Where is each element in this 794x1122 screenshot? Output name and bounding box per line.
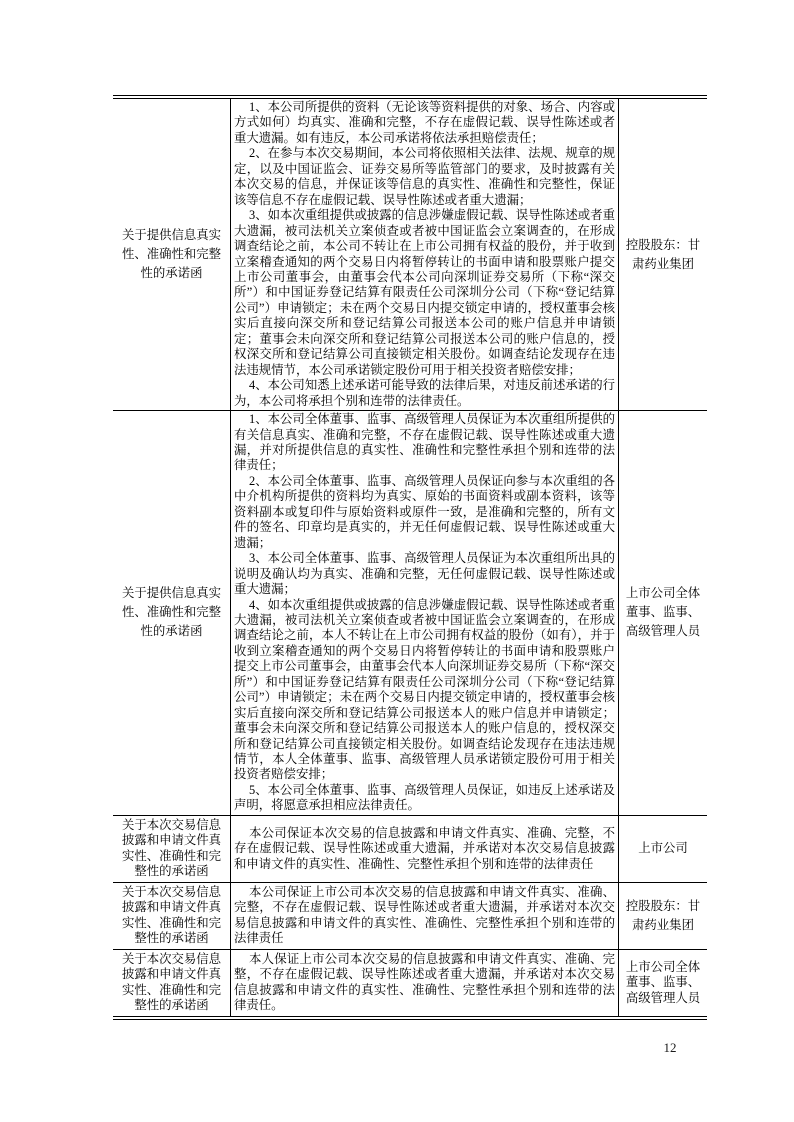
- commitment-text-cell: [231, 882, 619, 949]
- commitment-paragraph: 2、在参与本次交易期间，本公司将依照相关法律、法规、规章的规定，以及中国证监会、证券交易所等监管部门的要求，及时披露有关本次交易的信息，并保证该等信息的真实性、准确性和完整性，保证该等信息不存在虚假记载、误导性陈述或者重大遗漏；: [234, 146, 615, 207]
- commitment-paragraph: 3、如本次重组提供或披露的信息涉嫌虚假记载、误导性陈述或者重大遗漏，被司法机关立案侦查或者被中国证监会立案调查的，在形成调查结论之前，本公司不转让在上市公司拥有权益的股份，并于收到立案稽查通知的两个交易日内将暂停转让的书面申请和股票账户提交上市公司董事会，由董事会代本公司向深圳证券交易所（下称“深交所”）和中国证券登记结算有限责任公司深圳分公司（下称“登记结算公司”）申请锁定；未在两个交易日内提交锁定申请的，授权董事会核实后直接向深交所和登记结算公司报送本公司的账户信息并申请锁定；董事会未向深交所和登记结算公司报送本公司的账户信息的，授权深交所和登记结算公司直接锁定相关股份。如调查结论发现存在违法违规情节，本公司承诺锁定股份可用于相关投资者赔偿安排；: [234, 208, 615, 377]
- commitment-paragraph: 1、本公司所提供的资料（无论该等资料提供的对象、场合、内容或方式如何）均真实、准确和完整，不存在虚假记载、误导性陈述或者重大遗漏。如有违反，本公司承诺将依法承担赔偿责任；: [234, 100, 615, 145]
- commitment-paragraph: 2、本公司全体董事、监事、高级管理人员保证向参与本次重组的各中介机构所提供的资料均为真实、原始的书面资料或副本资料，该等资料副本或复印件与原始资料或原件一致，是准确和完整的，所有文件的签名、印章均是真实的，并无任何虚假记载、误导性陈述或重大遗漏；: [234, 473, 615, 550]
- table-row: [113, 815, 707, 882]
- commitment-paragraph: 4、如本次重组提供或披露的信息涉嫌虚假记载、误导性陈述或者重大遗漏，被司法机关立案侦查或者被中国证监会立案调查的，在形成调查结论之前，本人不转让在上市公司拥有权益的股份（如有），并于收到立案稽查通知的两个交易日内将暂停转让的书面申请和股票账户提交上市公司董事会，由董事会代本人向深圳证券交易所（下称“深交所”）和中国证券登记结算有限责任公司深圳分公司（下称“登记结算公司”）申请锁定；未在两个交易日内提交锁定申请的，授权董事会核实后直接向深交所和登记结算公司报送本人的账户信息并申请锁定；董事会未向深交所和登记结算公司报送本人的账户信息的，授权深交所和登记结算公司直接锁定相关股份。如调查结论发现存在违法违规情节，本人全体董事、监事、高级管理人员承诺锁定股份可用于相关投资者赔偿安排；: [234, 597, 615, 782]
- commitment-party-cell: 上市公司全体董事、监事、高级管理人员: [625, 959, 701, 1005]
- commitment-text-cell: [231, 949, 619, 1018]
- commitment-title-cell: 关于本次交易信息披露和申请文件真实性、准确性和完整性的承诺函: [113, 882, 231, 949]
- commitment-paragraph: 1、本公司全体董事、监事、高级管理人员保证为本次重组所提供的有关信息真实、准确和完整，不存在虚假记载、误导性陈述或重大遗漏，并对所提供信息的真实性、准确性和完整性承担个别和连带的法律责任；: [234, 412, 615, 473]
- page-number: 12: [663, 1040, 677, 1055]
- commitment-paragraph: 3、本公司全体董事、监事、高级管理人员保证为本次重组所出具的说明及确认均为真实、准确和完整，无任何虚假记载、误导性陈述或重大遗漏；: [234, 551, 615, 597]
- commitment-paragraph: 本公司保证上市公司本次交易的信息披露和申请文件真实、准确、完整，不存在虚假记载、误导性陈述或者重大遗漏，并承诺对本次交易信息披露和申请文件的真实性、准确性、完整性承担个别和连带的法律责任: [234, 884, 615, 946]
- commitment-paragraph: 本公司保证本次交易的信息披露和申请文件真实、准确、完整，不存在虚假记载、误导性陈述或重大遗漏，并承诺对本次交易信息披露和申请文件的真实性、准确性、完整性承担个别和连带的法律责任: [234, 825, 615, 871]
- commitment-title-cell: 关于本次交易信息披露和申请文件真实性、准确性和完整性的承诺函: [113, 815, 231, 882]
- commitment-party-cell: 控股股东：甘肃药业集团: [625, 237, 701, 271]
- table-row: [113, 411, 707, 816]
- commitment-text-cell: [231, 411, 619, 816]
- table-row: [113, 949, 707, 1018]
- commitment-party-cell: 上市公司全体董事、监事、高级管理人员: [625, 586, 701, 639]
- commitment-paragraph: 本人保证上市公司本次交易的信息披露和申请文件真实、准确、完整，不存在虚假记载、误导性陈述或者重大遗漏，并承诺对本次交易信息披露和申请文件的真实性、准确性、完整性承担个别和连带的法律责任。: [234, 951, 615, 1013]
- commitment-party-cell: 控股股东：甘肃药业集团: [625, 898, 701, 932]
- commitment-paragraph: 4、本公司知悉上述承诺可能导致的法律后果，对违反前述承诺的行为，本公司将承担个别和连带的法律责任。: [234, 378, 615, 408]
- table-row: [113, 882, 707, 949]
- commitment-title-cell: 关于提供信息真实性、准确性和完整性的承诺函: [113, 411, 231, 816]
- table-row: [113, 97, 707, 411]
- commitment-paragraph: 5、本公司全体董事、监事、高级管理人员保证，如违反上述承诺及声明，将愿意承担相应法律责任。: [234, 782, 615, 813]
- commitment-title-cell: 关于本次交易信息披露和申请文件真实性、准确性和完整性的承诺函: [113, 949, 231, 1018]
- commitment-title-cell: 关于提供信息真实性、准确性和完整性的承诺函: [113, 97, 231, 411]
- commitment-text-cell: [231, 815, 619, 882]
- commitment-party-cell: 上市公司: [638, 841, 688, 856]
- commitment-text-cell: [231, 97, 619, 411]
- commitments-table: [113, 95, 707, 1020]
